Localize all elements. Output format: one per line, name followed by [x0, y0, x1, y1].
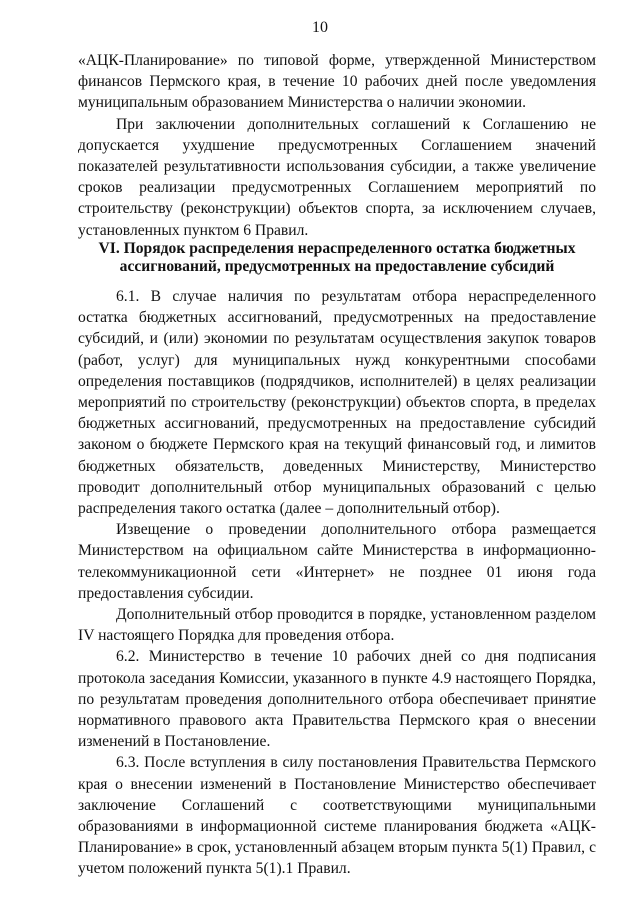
- section-heading-line-1: VI. Порядок распределения нераспределенного остатка бюджетных: [98, 240, 576, 257]
- paragraph-6-3: 6.3. После вступления в силу постановления Правительства Пермского края о внесении изменений в Постановление Министерство обеспечивает заключение Соглашений с соответствующими муниципальными образованиями в информационной системе планирования бюджета «АЦК-Планирование» в срок, установленный абзацем вторым пункта 5(1) Правил, с учетом положений пункта 5(1).1 Правил.: [78, 754, 596, 878]
- paragraph-notice: Извещение о проведении дополнительного отбора размещается Министерством на официальном сайте Министерства в информационно-телекоммуникационной сети «Интернет» не позднее 01 июня года предоставления субсидии.: [78, 521, 596, 602]
- paragraph-6-1: 6.1. В случае наличия по результатам отбора нераспределенного остатка бюджетных ассигнований, предусмотренных на предоставление субсидий, и (или) экономии по результатам осуществления закупок товаров (работ, услуг) для муниципальных нужд конкурентными способами определения поставщиков (подрядчиков, исполнителей) в целях реализации мероприятий по строительству (реконструкции) объектов спорта, в пределах бюджетных ассигнований, предусмотренных на предоставление субсидий законом о бюджете Пермского края на текущий финансовый год, и лимитов бюджетных обязательств, доведенных Министерству, Министерство проводит дополнительный отбор муниципальных образований с целью распределения такого остатка (далее – дополнительный отбор).: [78, 288, 596, 518]
- paragraph-additional-agreements: При заключении дополнительных соглашений к Соглашению не допускается ухудшение предусмотренных Соглашением значений показателей результативности использования субсидии, а также увеличение сроков реализации предусмотренных Соглашением мероприятий по строительству (реконструкции) объектов спорта, за исключением случаев, установленных пунктом 6 Правил.: [78, 115, 596, 239]
- paragraph-additional-selection: Дополнительный отбор проводится в порядке, установленном разделом IV настоящего Порядка для проведения отбора.: [78, 606, 596, 645]
- page-number: 10: [312, 19, 328, 36]
- paragraph-6-2: 6.2. Министерство в течение 10 рабочих дней со дня подписания протокола заседания Комиссии, указанного в пункте 4.9 настоящего Порядка, по результатам проведения дополнительного отбора обеспечивает принятие нормативного правового акта Правительства Пермского края о внесении изменений в Постановление.: [78, 648, 596, 751]
- continued-paragraphs: [78, 50, 596, 241]
- section-heading: [78, 240, 596, 276]
- paragraph-continuation: «АЦК-Планирование» по типовой форме, утвержденной Министерством финансов Пермского края, в течение 10 рабочих дней после уведомления муниципальным образованием Министерства о наличии экономии.: [78, 52, 596, 112]
- section-heading-line-2: ассигнований, предусмотренных на предоставление субсидий: [119, 258, 555, 275]
- section-paragraphs: [78, 286, 596, 880]
